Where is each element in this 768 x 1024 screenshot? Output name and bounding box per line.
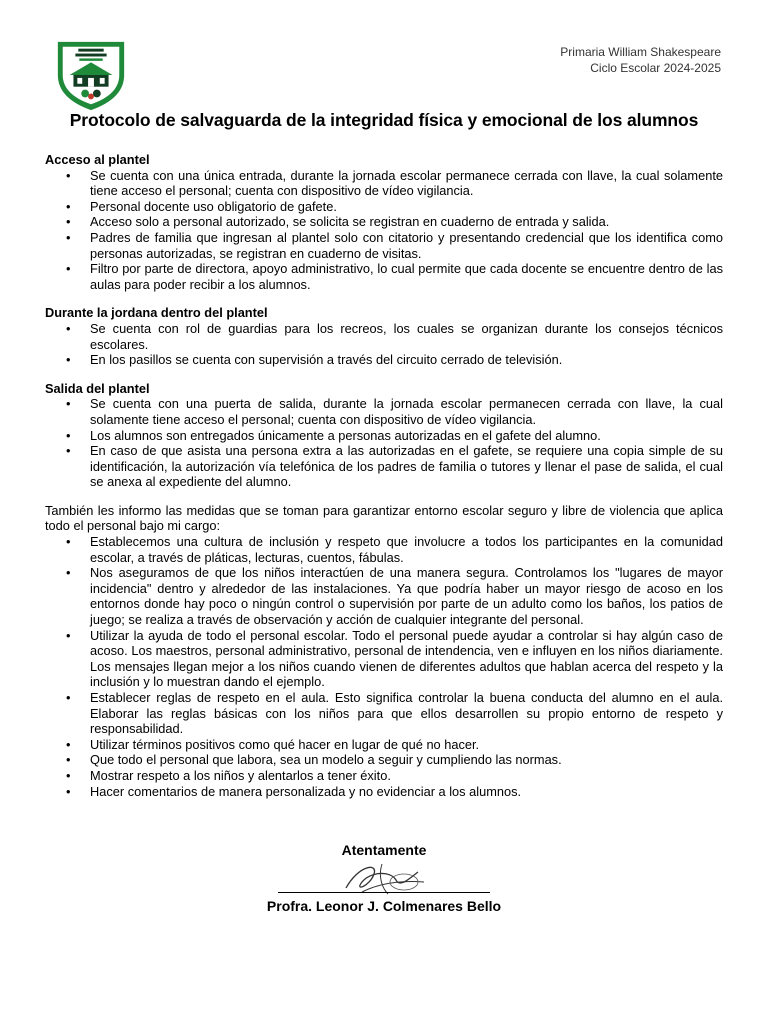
list-item: • Nos aseguramos de que los niños interactúen de una manera segura. Controlamos los "lugares de mayor incidencia" dentro y alrededor de las instalaciones. Ya que podría haber un mayor riesgo de acoso en los entornos donde hay poco o ningún control o supervisión por parte de un adulto como los baños, los patios de juego; se realiza a través de observación y acción de cualquier integrante del personal. <box>45 565 723 627</box>
section-measures <box>45 503 723 799</box>
document-body <box>45 152 723 812</box>
list-item: • Personal docente uso obligatorio de gafete. <box>45 199 723 215</box>
school-name: Primaria William Shakespeare <box>560 45 721 59</box>
list-item: • Mostrar respeto a los niños y alentarlos a tener éxito. <box>45 768 723 784</box>
signature-line <box>278 892 490 893</box>
section-exit <box>45 381 723 490</box>
section-heading: Durante la jordana dentro del plantel <box>45 305 268 321</box>
school-header <box>560 44 721 76</box>
signature-area <box>278 858 490 896</box>
section-during-day <box>45 305 723 367</box>
bullet-list <box>45 321 723 368</box>
list-item: • En caso de que asista una persona extra a las autorizadas en el gafete, se requiere una copia simple de su identificación, la autorización vía telefónica de los padres de familia o tutores y llenar el pase de salida, el cual se anexa al expediente del alumno. <box>45 443 723 490</box>
list-item: • Padres de familia que ingresan al plantel solo con citatorio y presentando credencial que los identifica como personas autorizadas, se registran en cuaderno de visitas. <box>45 230 723 261</box>
list-item: • Establecemos una cultura de inclusión y respeto que involucre a todos los participantes en la comunidad escolar, a través de pláticas, lecturas, cuentos, fábulas. <box>45 534 723 565</box>
closing-salutation: Atentamente <box>341 842 427 858</box>
school-crest-icon <box>52 36 130 114</box>
list-item: • Que todo el personal que labora, sea un modelo a seguir y cumpliendo las normas. <box>45 752 723 768</box>
section-heading: Acceso al plantel <box>45 152 150 167</box>
list-item: • Utilizar la ayuda de todo el personal escolar. Todo el personal puede ayudar a controlar si hay algún caso de acoso. Los maestros, personal administrativo, personal de intendencia, ven e influyen en los niños diariamente. Los mensajes llegan mejor a los niños cuando vienen de diferentes adultos que hablan acerca del respeto y la inclusión y lo muestran dando el ejemplo. <box>45 628 723 690</box>
list-item: • Utilizar términos positivos como qué hacer en lugar de qué no hacer. <box>45 737 723 753</box>
document-title: Protocolo de salvaguarda de la integridad física y emocional de los alumnos <box>69 110 699 130</box>
list-item: • Acceso solo a personal autorizado, se solicita se registran en cuaderno de entrada y salida. <box>45 214 723 230</box>
list-item: • Filtro por parte de directora, apoyo administrativo, lo cual permite que cada docente se encuentre dentro de las aulas para poder recibir a los alumnos. <box>45 261 723 292</box>
school-year: Ciclo Escolar 2024-2025 <box>590 61 721 75</box>
list-item: • En los pasillos se cuenta con supervisión a través del circuito cerrado de televisión. <box>45 352 723 368</box>
bullet-list <box>45 168 723 293</box>
section-heading: Salida del plantel <box>45 380 150 396</box>
measures-intro: También les informo las medidas que se toman para garantizar entorno escolar seguro y libre de violencia que aplica todo el personal bajo mi cargo: <box>45 502 723 534</box>
bullet-list <box>45 396 723 490</box>
list-item: • Se cuenta con rol de guardias para los recreos, los cuales se organizan durante los consejos técnicos escolares. <box>45 321 723 352</box>
section-access <box>45 152 723 292</box>
list-item: • Establecer reglas de respeto en el aula. Esto significa controlar la buena conducta del alumno en el aula. Elaborar las reglas básicas con los niños para que ellos desarrollen su propio entorno de respeto y responsabilidad. <box>45 690 723 737</box>
bullet-list <box>45 534 723 799</box>
list-item: • Hacer comentarios de manera personalizada y no evidenciar a los alumnos. <box>45 784 723 800</box>
signer-name: Profra. Leonor J. Colmenares Bello <box>266 898 502 914</box>
list-item: • Se cuenta con una puerta de salida, durante la jornada escolar permanecen cerrada con llave, la cual solamente tiene acceso el personal; cuenta con dispositivo de vídeo vigilancia. <box>45 396 723 427</box>
handwritten-signature-icon <box>278 858 490 896</box>
list-item: • Los alumnos son entregados únicamente a personas autorizadas en el gafete del alumno. <box>45 428 723 444</box>
list-item: • Se cuenta con una única entrada, durante la jornada escolar permanece cerrada con llave, la cual solamente tiene acceso el personal; cuenta con dispositivo de vídeo vigilancia. <box>45 168 723 199</box>
